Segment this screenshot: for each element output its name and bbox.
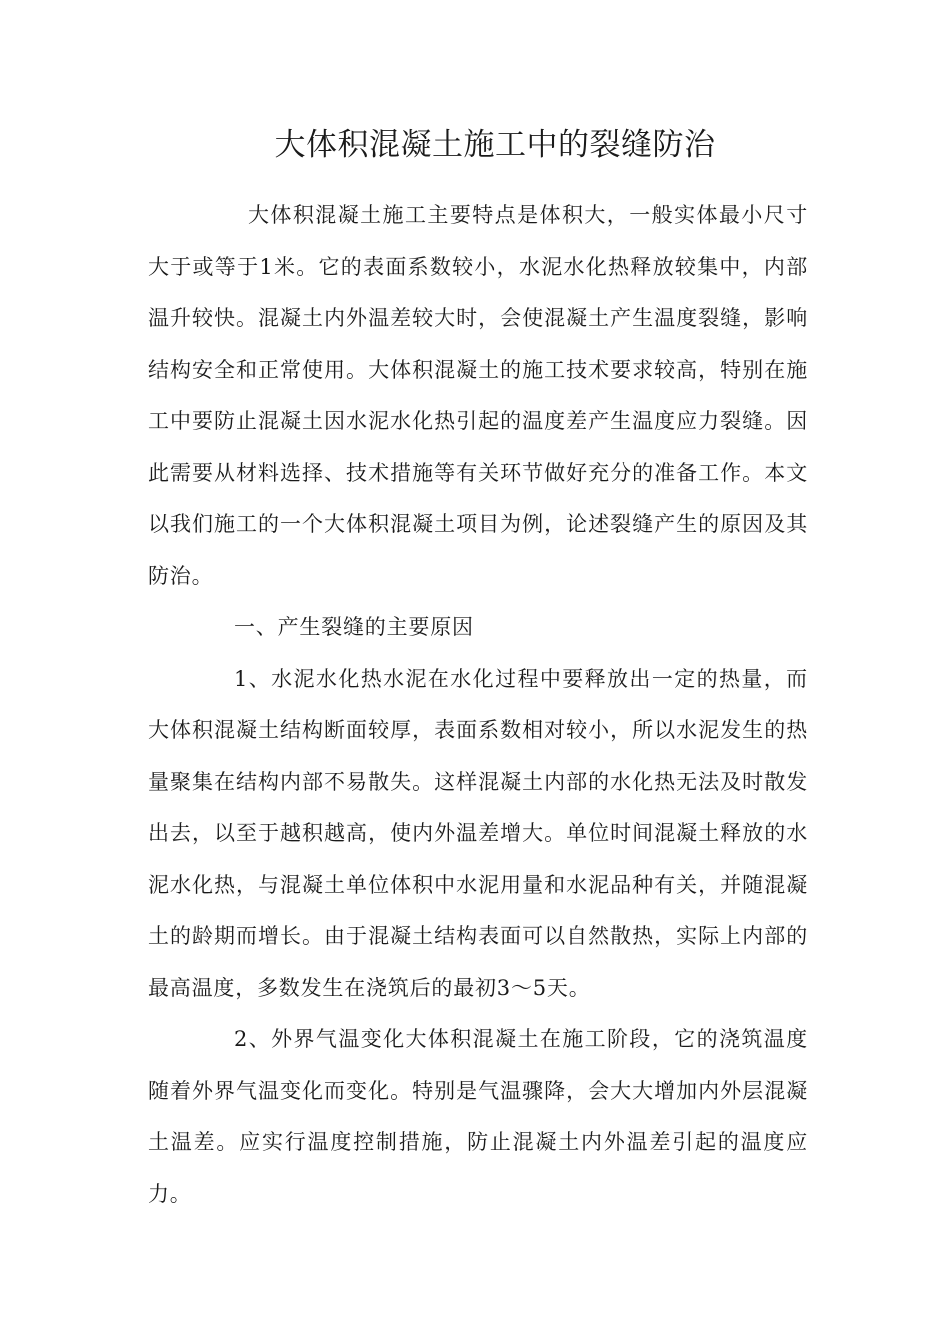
document-body: [148, 190, 808, 1220]
document-title: 大体积混凝土施工中的裂缝防治: [274, 127, 716, 163]
paragraph-cause-1: 1、水泥水化热水泥在水化过程中要释放出一定的热量，而大体积混凝土结构断面较厚，表面系数相对较小，所以水泥发生的热量聚集在结构内部不易散失。这样混凝土内部的水化热无法及时散发出去，以至于越积越高，使内外温差增大。单位时间混凝土释放的水泥水化热，与混凝土单位体积中水泥用量和水泥品种有关，并随混凝土的龄期而增长。由于混凝土结构表面可以自然散热，实际上内部的最高温度，多数发生在浇筑后的最初3～5天。: [148, 666, 808, 1000]
paragraph-intro: 大体积混凝土施工主要特点是体积大，一般实体最小尺寸大于或等于1米。它的表面系数较小，水泥水化热释放较集中，内部温升较快。混凝土内外温差较大时，会使混凝土产生温度裂缝，影响结构安全和正常使用。大体积混凝土的施工技术要求较高，特别在施工中要防止混凝土因水泥水化热引起的温度差产生温度应力裂缝。因此需要从材料选择、技术措施等有关环节做好充分的准备工作。本文以我们施工的一个大体积混凝土项目为例，论述裂缝产生的原因及其防治。: [148, 203, 808, 588]
section-heading: 一、产生裂缝的主要原因: [234, 615, 474, 639]
paragraph-cause-2: 2、外界气温变化大体积混凝土在施工阶段，它的浇筑温度随着外界气温变化而变化。特别是气温骤降，会大大增加内外层混凝土温差。应实行温度控制措施，防止混凝土内外温差引起的温度应力。: [148, 1027, 808, 1206]
